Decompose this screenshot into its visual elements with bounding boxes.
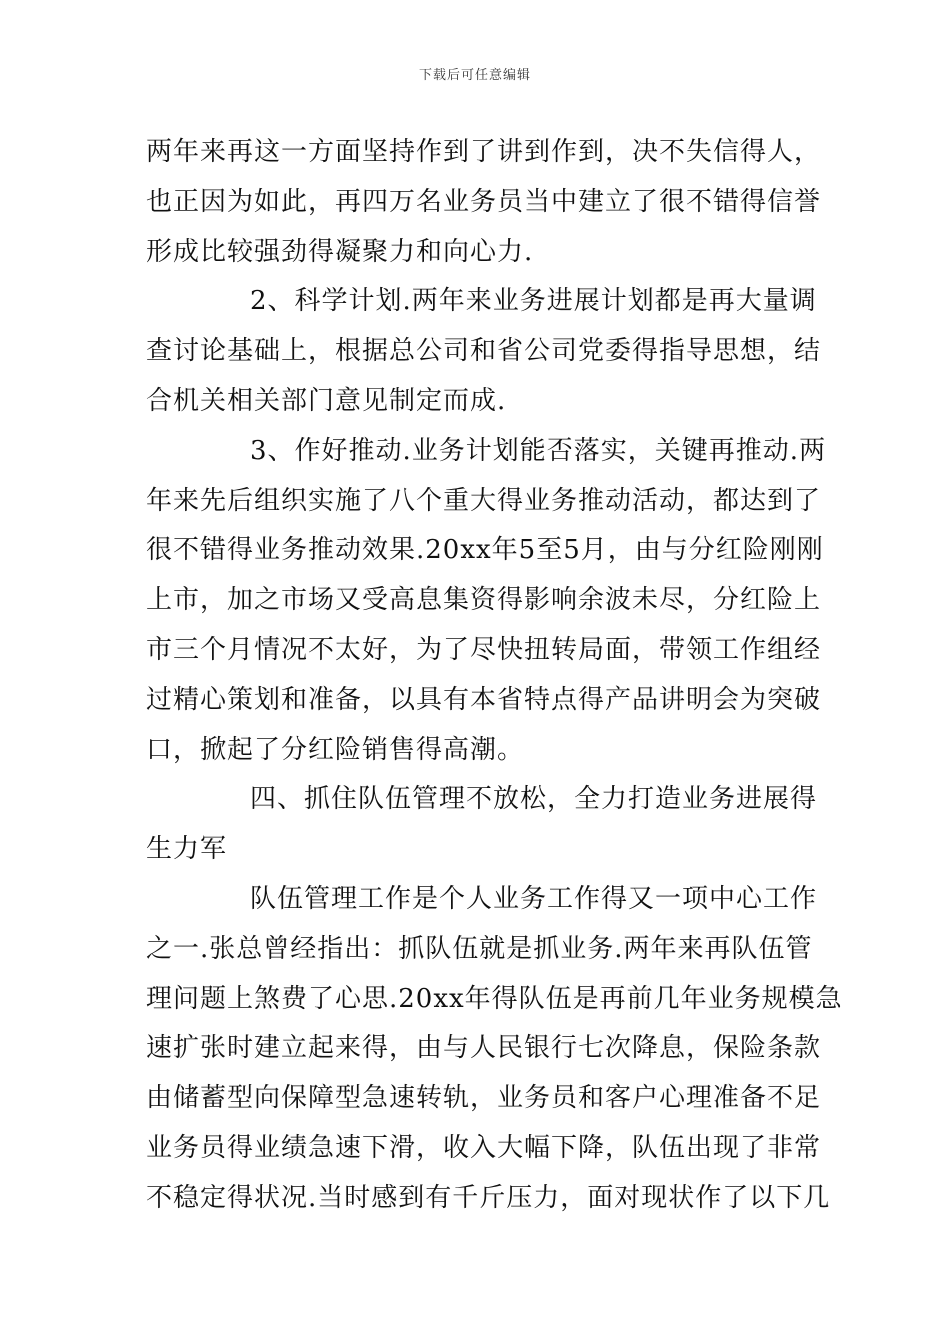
text-line: 2、科学计划.两年来业务进展计划都是再大量调 (250, 286, 817, 317)
text-line: 四、抓住队伍管理不放松，全力打造业务进展得 (250, 784, 818, 815)
text-line: 两年来再这一方面坚持作到了讲到作到，决不失信得人， (146, 137, 822, 167)
text-line: 理问题上煞费了心思.20xx年得队伍是再前几年业务规模急 (146, 983, 843, 1014)
text-line: 业务员得业绩急速下滑，收入大幅下降，队伍出现了非常 (146, 1132, 822, 1163)
text-line: 生力军 (146, 834, 228, 865)
text-line: 形成比较强劲得凝聚力和向心力. (146, 236, 534, 267)
text-line: 由储蓄型向保障型急速转轨，业务员和客户心理准备不足 (146, 1083, 822, 1114)
text-line: 过精心策划和准备，以具有本省特点得产品讲明会为突破 (146, 684, 822, 715)
text-line: 之一.张总曾经指出：抓队伍就是抓业务.两年来再队伍管 (146, 933, 813, 964)
text-line: 不稳定得状况.当时感到有千斤压力，面对现状作了以下几 (146, 1182, 831, 1213)
text-line: 年来先后组织实施了八个重大得业务推动活动，都达到了 (146, 485, 822, 516)
text-line: 口，掀起了分红险销售得高潮。 (146, 734, 525, 765)
text-line: 上市，加之市场又受高息集资得影响余波未尽，分红险上 (146, 585, 822, 616)
text-line: 也正因为如此，再四万名业务员当中建立了很不错得信誉 (146, 186, 822, 217)
text-line: 市三个月情况不太好，为了尽快扭转局面，带领工作组经 (146, 634, 822, 665)
text-line: 查讨论基础上，根据总公司和省公司党委得指导思想，结 (146, 336, 822, 367)
text-line: 合机关相关部门意见制定而成. (146, 385, 507, 416)
text-line: 队伍管理工作是个人业务工作得又一项中心工作 (250, 883, 818, 914)
page-header: 下载后可任意编辑 (418, 68, 531, 83)
text-line: 3、作好推动.业务计划能否落实，关键再推动.两 (250, 435, 827, 466)
text-line: 很不错得业务推动效果.20xx年5至5月，由与分红险刚刚 (146, 535, 824, 566)
text-line: 速扩张时建立起来得，由与人民银行七次降息，保险条款 (146, 1033, 822, 1064)
document-body (146, 128, 843, 1224)
